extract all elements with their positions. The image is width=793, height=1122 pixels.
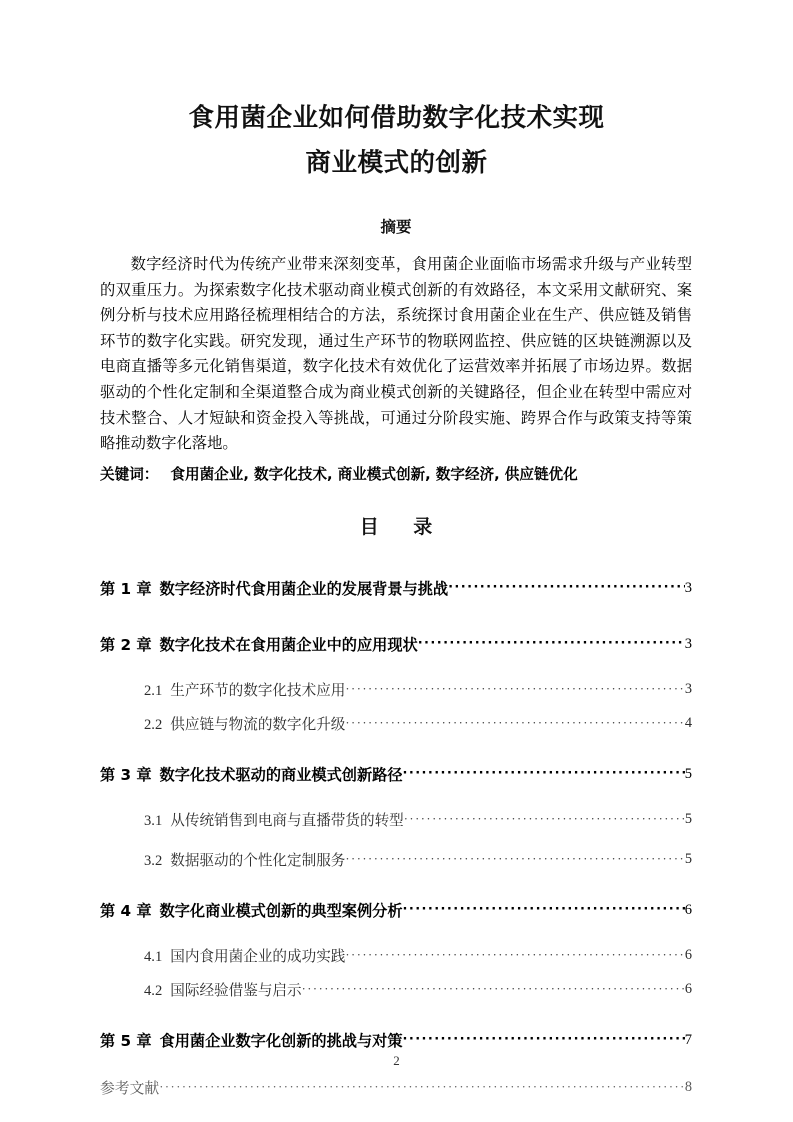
toc-chapter-number: 第 2 章 xyxy=(100,635,152,654)
toc-entry-section-4-2[interactable] xyxy=(100,976,692,1002)
toc-page-number: 3 xyxy=(684,579,692,596)
toc-chapter-number: 第 4 章 xyxy=(100,901,152,920)
toc-section-number: 2.2 xyxy=(144,716,163,733)
toc-section-number: 2.1 xyxy=(144,682,163,699)
abstract-heading: 摘要 xyxy=(380,218,412,236)
toc-leader-dots xyxy=(159,1080,685,1095)
toc-entry-label xyxy=(100,578,448,599)
toc-page-number: 7 xyxy=(684,1031,692,1048)
toc-entry-title: 国际经验借鉴与启示 xyxy=(170,982,302,999)
spacer xyxy=(100,928,692,942)
keywords-label: 关键词： xyxy=(100,465,159,483)
spacer xyxy=(100,872,692,892)
toc-chapter-number: 第 3 章 xyxy=(100,765,152,784)
toc-chapter-number: 第 1 章 xyxy=(100,579,152,598)
spacer xyxy=(100,736,692,756)
toc-leader-dots xyxy=(448,580,685,595)
toc-page-number: 8 xyxy=(684,1078,692,1095)
toc-page-number: 3 xyxy=(684,680,692,697)
toc-entry-section-2-2[interactable] xyxy=(100,710,692,736)
page-number-footer: 2 xyxy=(393,1053,400,1068)
spacer xyxy=(100,968,692,976)
keywords-line xyxy=(100,463,692,487)
toc-entry-title: 参考文献 xyxy=(100,1080,160,1097)
spacer xyxy=(100,702,692,710)
toc-entry-label xyxy=(144,849,345,870)
abstract-section xyxy=(100,214,692,487)
toc-leader-dots xyxy=(345,852,684,867)
toc-entry-title: 数字经济时代食用菌企业的发展背景与挑战 xyxy=(159,579,449,598)
toc-entry-title: 供应链与物流的数字化升级 xyxy=(170,716,346,733)
toc-leader-dots xyxy=(403,902,685,917)
toc-entry-title: 数字化技术在食用菌企业中的应用现状 xyxy=(159,635,418,654)
toc-leader-dots xyxy=(403,1032,685,1047)
toc-section-number: 4.2 xyxy=(144,982,163,999)
toc-entry-label xyxy=(100,1030,403,1051)
toc-page-number: 5 xyxy=(684,850,692,867)
toc-entry-section-3-1[interactable] xyxy=(100,806,692,832)
keywords-value: 食用菌企业, 数字化技术, 商业模式创新, 数字经济, 供应链优化 xyxy=(170,465,578,483)
toc-entry-chapter-1[interactable] xyxy=(100,570,692,606)
toc-page-number: 6 xyxy=(684,980,692,997)
toc-page-number: 6 xyxy=(684,946,692,963)
toc-entry-label xyxy=(144,945,345,966)
toc-leader-dots xyxy=(302,982,685,997)
toc-entry-section-2-1[interactable] xyxy=(100,676,692,702)
abstract-body: 数字经济时代为传统产业带来深刻变革，食用菌企业面临市场需求升级与产业转型的双重压力。为探索数字化技术驱动商业模式创新的有效路径，本文采用文献研究、案例分析与技术应用路径梳理相结合的方法，系统探讨食用菌企业在生产、供应链及销售环节的数字化实践。研究发现，通过生产环节的物联网监控、供应链的区块链溯源以及电商直播等多元化销售渠道，数字化技术有效优化了运营效率并拓展了市场边界。数据驱动的个性化定制和全渠道整合成为商业模式创新的关键路径，但企业在转型中需应对技术整合、人才短缺和资金投入等挑战，可通过分阶段实施、跨界合作与政策支持等策略推动数字化落地。 xyxy=(100,256,692,453)
toc-entry-section-3-2[interactable] xyxy=(100,846,692,872)
toc-entry-chapter-4[interactable] xyxy=(100,892,692,928)
toc-section-number: 4.1 xyxy=(144,948,163,965)
toc-entry-label xyxy=(144,713,345,734)
toc-entry-title: 从传统销售到电商与直播带货的转型 xyxy=(170,812,404,829)
toc-entry-label xyxy=(100,900,403,921)
toc-leader-dots xyxy=(345,716,684,731)
toc-entry-chapter-3[interactable] xyxy=(100,756,692,792)
toc-entry-label xyxy=(144,679,345,700)
toc-entry-title: 数字化商业模式创新的典型案例分析 xyxy=(159,901,403,920)
spacer xyxy=(100,606,692,626)
toc-entry-section-4-1[interactable] xyxy=(100,942,692,968)
page-title-line-2: 商业模式的创新 xyxy=(305,148,488,178)
toc-leader-dots xyxy=(403,766,685,781)
toc-entry-label xyxy=(144,809,404,830)
toc-entry-label xyxy=(100,634,418,655)
spacer xyxy=(100,1002,692,1022)
toc-page-number: 5 xyxy=(684,765,692,782)
toc-page-number: 6 xyxy=(684,901,692,918)
toc-page-number: 4 xyxy=(684,714,692,731)
toc-entry-title: 生产环节的数字化技术应用 xyxy=(170,682,346,699)
toc-entry-title: 食用菌企业数字化创新的挑战与对策 xyxy=(159,1031,403,1050)
toc-entry-title: 国内食用菌企业的成功实践 xyxy=(170,948,346,965)
toc-entry-label xyxy=(100,764,403,785)
table-of-contents xyxy=(100,570,692,1102)
toc-page-number: 5 xyxy=(684,810,692,827)
toc-chapter-number: 第 5 章 xyxy=(100,1031,152,1050)
toc-page-number: 3 xyxy=(684,635,692,652)
toc-entry-chapter-2[interactable] xyxy=(100,626,692,662)
page-title xyxy=(100,96,693,186)
toc-entry-title: 数字化技术驱动的商业模式创新路径 xyxy=(159,765,403,784)
toc-section-number: 3.1 xyxy=(144,812,163,829)
spacer xyxy=(100,792,692,806)
spacer xyxy=(100,662,692,676)
toc-leader-dots xyxy=(345,682,684,697)
toc-entry-references[interactable] xyxy=(100,1072,692,1102)
toc-leader-dots xyxy=(345,948,684,963)
toc-entry-label xyxy=(100,1077,159,1098)
toc-leader-dots xyxy=(404,812,685,827)
toc-leader-dots xyxy=(418,636,685,651)
page-title-line-1: 食用菌企业如何借助数字化技术实现 xyxy=(188,103,605,133)
toc-heading: 目 录 xyxy=(359,516,447,538)
toc-entry-label xyxy=(144,979,302,1000)
toc-entry-title: 数据驱动的个性化定制服务 xyxy=(170,852,346,869)
toc-section-number: 3.2 xyxy=(144,852,163,869)
spacer xyxy=(100,832,692,846)
